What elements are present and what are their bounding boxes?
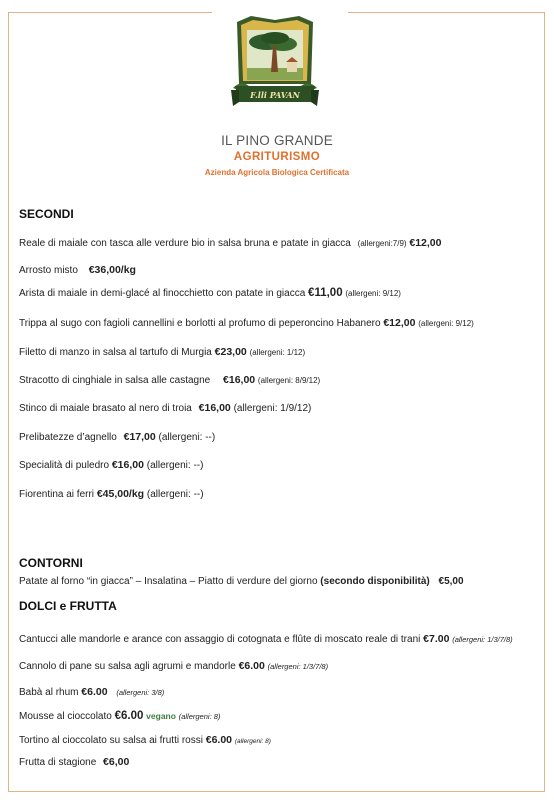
item-allergens: (allergeni: 8)	[178, 712, 221, 721]
item-name: Reale di maiale con tasca alle verdure bio in salsa bruna e patate in giacca	[19, 238, 351, 249]
item-name: Cannolo di pane su salsa agli agrumi e mandorle	[19, 661, 236, 672]
item-allergens: (allergeni: 8)	[234, 738, 271, 745]
menu-item	[19, 488, 204, 500]
menu-item	[19, 374, 320, 386]
contorni-line	[19, 576, 464, 587]
item-allergens: (allergeni: 1/12)	[249, 348, 306, 357]
item-allergens: (allergeni: 1/3/7/8)	[267, 662, 329, 671]
item-price: €16,00	[223, 374, 256, 386]
restaurant-type: AGRITURISMO	[233, 151, 321, 163]
menu-item	[19, 237, 441, 249]
menu-item	[19, 734, 271, 746]
item-allergens: (allergeni: 3/8)	[116, 688, 165, 697]
item-name: Fiorentina ai ferri	[19, 489, 95, 500]
item-price: €16,00	[198, 402, 231, 414]
section-title-secondi: SECONDI	[19, 207, 74, 221]
item-name: Prelibatezze d’agnello	[19, 432, 117, 443]
item-name: Tortino al cioccolato su salsa ai frutti rossi	[19, 735, 203, 746]
item-price: €45,00/kg	[96, 488, 145, 500]
menu-item	[19, 264, 136, 276]
item-allergens: (allergeni:7/9)	[357, 239, 407, 248]
menu-item	[19, 660, 328, 672]
section-title-contorni: CONTORNI	[19, 556, 83, 570]
item-name: Stinco di maiale brasato al nero di troia	[19, 403, 192, 414]
menu-item	[19, 287, 401, 299]
item-allergens: (allergeni: 8/9/12)	[257, 376, 321, 385]
menu-item	[19, 756, 129, 768]
item-price: €23,00	[214, 346, 247, 358]
menu-item	[19, 633, 513, 645]
item-allergens: (allergeni: 9/12)	[345, 289, 401, 298]
item-price: €6.00	[205, 734, 233, 746]
frame-top-left-line	[8, 12, 212, 13]
item-name: Stracotto di cinghiale in salsa alle castagne	[19, 375, 211, 386]
item-name: Mousse al cioccolato	[19, 711, 112, 722]
restaurant-name: IL PINO GRANDE	[221, 133, 333, 148]
item-price: €12,00	[383, 317, 416, 329]
item-allergens: (allergeni: 1/9/12)	[233, 403, 312, 414]
item-allergens: (allergeni: 1/3/7/8)	[452, 635, 513, 644]
item-price: €11,00	[308, 287, 343, 299]
menu-item	[19, 402, 311, 414]
logo-badge-text: F.lli PAVAN	[250, 90, 300, 100]
item-name: Arista di maiale in demi-glacé al finocchietto con patate in giacca	[19, 288, 306, 299]
item-price: €16,00	[111, 459, 144, 471]
item-price: €6,00	[103, 756, 130, 768]
item-name: Frutta di stagione	[19, 757, 97, 768]
item-name: Cantucci alle mandorle e arance con assaggio di cotognata e flûte di moscato reale di trani	[19, 634, 421, 645]
contorni-text: Patate al forno “in giacca” – Insalatina – Piatto di verdure del giorno	[19, 576, 318, 587]
menu-item	[19, 710, 220, 722]
item-name: Trippa al sugo con fagioli cannellini e borlotti al profumo di peperoncino Habanero	[19, 318, 381, 329]
item-price: €7.00	[423, 633, 450, 645]
item-price: €6.00	[238, 660, 265, 672]
item-allergens: (allergeni: 9/12)	[418, 319, 474, 328]
menu-item	[19, 686, 164, 698]
item-name: Babà al rhum	[19, 687, 79, 698]
restaurant-tagline: Azienda Agricola Biologica Certificata	[204, 168, 350, 177]
frame-top-right-line	[348, 12, 545, 13]
menu-item	[19, 317, 474, 329]
item-allergens: (allergeni: --)	[146, 489, 204, 500]
menu-item	[19, 459, 203, 471]
item-name: Arrosto misto	[19, 265, 78, 276]
item-name: Filetto di manzo in salsa al tartufo di Murgia	[19, 347, 212, 358]
contorni-price: €5,00	[438, 576, 464, 587]
item-price: €6.00	[114, 710, 144, 722]
menu-item	[19, 346, 305, 358]
contorni-note: (secondo disponibilità)	[320, 576, 430, 587]
item-price: €17,00	[123, 431, 156, 443]
item-allergens: (allergeni: --)	[146, 460, 204, 471]
pine-tree-logo	[231, 10, 319, 120]
item-name: Specialità di puledro	[19, 460, 110, 471]
item-price: €12,00	[409, 237, 442, 249]
menu-item	[19, 431, 215, 443]
item-price: €6.00	[81, 686, 108, 698]
item-allergens: (allergeni: --)	[158, 432, 216, 443]
vegan-tag: vegano	[146, 711, 176, 721]
item-price: €36,00/kg	[88, 264, 136, 276]
section-title-dolci: DOLCI e FRUTTA	[19, 599, 117, 613]
